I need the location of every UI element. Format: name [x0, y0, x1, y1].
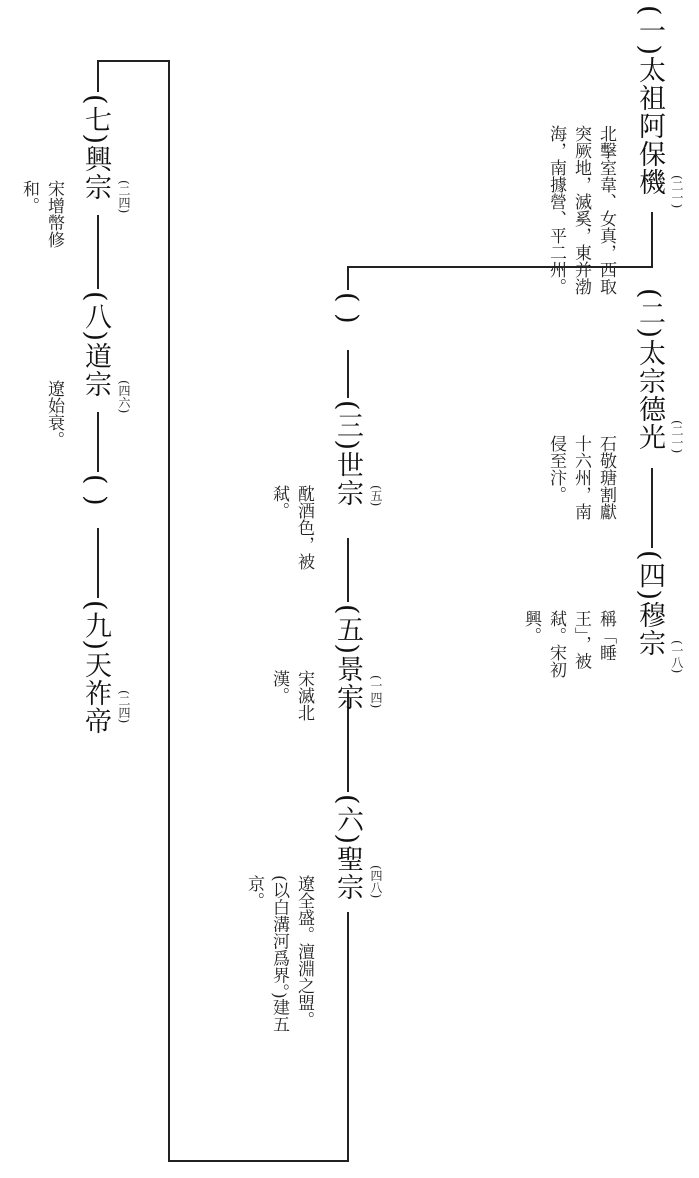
- emperor-unnamed2: ( ): [80, 474, 111, 507]
- note-muzong: 稱「睡王」，被弒。宋初興。: [521, 610, 616, 678]
- line-shengzong-bottom: [347, 912, 349, 1162]
- years-taizong: (二一): [670, 420, 684, 454]
- line-top-right: [97, 60, 169, 62]
- years-jingzong: (一四): [369, 675, 383, 709]
- emperor-taizong: (二)太宗德光: [634, 288, 665, 452]
- emperor-jingzong: (五)景宗: [332, 604, 363, 712]
- emperor-shizong: (三)世宗: [332, 400, 363, 508]
- note-taizu: 北擊室韋、女真，西取突厥地，滅奚，東并渤海，南據營、平二州。: [546, 125, 616, 295]
- years-taizu: (二一): [670, 175, 684, 209]
- years-muzong: (一八): [670, 640, 684, 674]
- emperor-taizu: (一)太祖阿保機: [634, 5, 665, 197]
- line-bottom: [168, 1160, 349, 1162]
- years-tianzuo: (二四): [117, 690, 131, 724]
- line-xingzong-daozong: [97, 215, 99, 289]
- emperor-shengzong: (六)聖宗: [332, 794, 363, 902]
- note-daozong: 遼始衰。: [44, 380, 64, 448]
- line-taizu-down: [651, 212, 653, 268]
- emperor-daozong: (八)道宗: [80, 291, 111, 399]
- line-shizong-jingzong: [347, 538, 349, 602]
- years-shizong: (五): [369, 485, 383, 507]
- years-shengzong: (四八): [369, 865, 383, 899]
- line-right-edge: [168, 60, 170, 1161]
- years-daozong: (四六): [117, 380, 131, 414]
- line-daozong-unnamed2: [97, 412, 99, 472]
- years-xingzong: (二四): [117, 180, 131, 214]
- line-left-branch-down: [347, 266, 349, 290]
- emperor-xingzong: (七)興宗: [80, 94, 111, 202]
- emperor-tianzuo: (九)天祚帝: [80, 600, 111, 736]
- note-shizong: 酖酒色，被弒。: [269, 485, 314, 570]
- emperor-muzong: (四)穆宗: [634, 550, 665, 658]
- note-jingzong: 宋滅北漢。: [269, 670, 314, 721]
- note-shengzong: 遼全盛。澶淵之盟。(以白溝河爲界。)建五京。: [244, 875, 314, 1033]
- line-top-down: [97, 60, 99, 92]
- note-xingzong: 宋增幣修和。: [19, 180, 64, 248]
- line-unnamed-shizong: [347, 350, 349, 398]
- emperor-unnamed: ( ): [332, 292, 363, 325]
- note-taizong: 石敬瑭割獻十六州，南侵至汴。: [546, 435, 616, 520]
- line-unnamed2-tianzuo: [97, 528, 99, 598]
- line-taizong-muzong: [651, 468, 653, 548]
